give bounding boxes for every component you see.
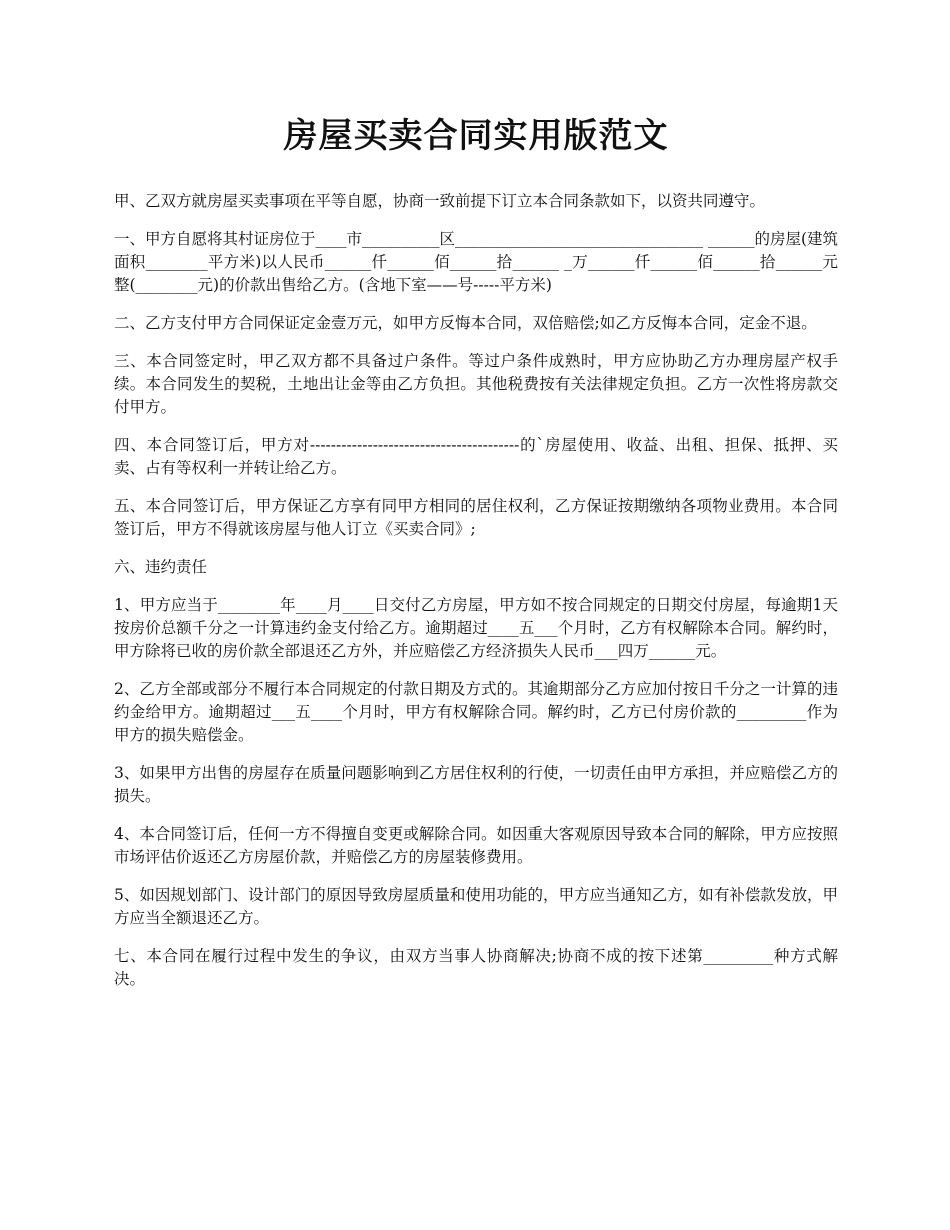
clause-2-deposit: 二、乙方支付甲方合同保证定金壹万元，如甲方反悔本合同，双倍赔偿;如乙方反悔本合同，定金不退。 [114, 314, 817, 332]
document-title: 房屋买卖合同实用版范文 [283, 116, 669, 156]
clause-7-dispute-resolution: 七、本合同在履行过程中发生的争议，由双方当事人协商解决;协商不成的按下述第_________种方式解决。 [114, 947, 838, 988]
clause-5-residence-rights: 五、本合同签订后，甲方保证乙方享有同甲方相同的居住权利，乙方保证按期缴纳各项物业费用。本合同签订后，甲方不得就该房屋与他人订立《买卖合同》; [114, 497, 838, 538]
liability-item-5: 5、如因规划部门、设计部门的原因导致房屋质量和使用功能的，甲方应当通知乙方，如有补偿款发放，甲方应当全额退还乙方。 [114, 886, 838, 927]
liability-item-2: 2、乙方全部或部分不履行本合同规定的付款日期及方式的。其逾期部分乙方应加付按日千分之一计算的违约金给甲方。逾期超过___五____个月时，甲方有权解除合同。解约时，乙方已付房价款的_________作为甲方的损失赔偿金。 [114, 680, 838, 744]
clause-6-heading-liability: 六、违约责任 [114, 558, 208, 576]
preamble-paragraph: 甲、乙双方就房屋买卖事项在平等自愿，协商一致前提下订立本合同条款如下，以资共同遵守。 [114, 192, 766, 210]
liability-item-4: 4、本合同签订后，任何一方不得擅自变更或解除合同。如因重大客观原因导致本合同的解除，甲方应按照市场评估价返还乙方房屋价款，并赔偿乙方的房屋装修费用。 [114, 825, 838, 866]
liability-item-1: 1、甲方应当于________年____月____日交付乙方房屋，甲方如不按合同规定的日期交付房屋，每逾期1天按房价总额千分之一计算违约金支付给乙方。逾期超过____五___个月时，乙方有权解除本合同。解约时，甲方除将已收的房价款全部退还乙方外，并应赔偿乙方经济损失人民币___四万______元。 [114, 596, 838, 660]
clause-4-rights-transfer: 四、本合同签订后，甲方对----------------------------------------的`房屋使用、收益、出租、担保、抵押、买卖、占有等权利一并转让给乙方。 [114, 436, 838, 477]
clause-3-transfer-taxes: 三、本合同签定时，甲乙双方都不具备过户条件。等过户条件成熟时，甲方应协助乙方办理房屋产权手续。本合同发生的契税，土地出让金等由乙方负担。其他税费按有关法律规定负担。乙方一次性将房款交付甲方。 [114, 352, 838, 416]
clause-1-sale-terms: 一、甲方自愿将其村证房位于____市__________区________________________________ ______的房屋(建筑面积________平方米)以人民币______仟______佰______拾______ _万______仟______佰______拾______元整(________元)的价款出售给乙方。(含地下室——号-----平方米) [114, 230, 838, 294]
liability-item-3: 3、如果甲方出售的房屋存在质量问题影响到乙方居住权利的行使，一切责任由甲方承担，并应赔偿乙方的损失。 [114, 764, 838, 805]
